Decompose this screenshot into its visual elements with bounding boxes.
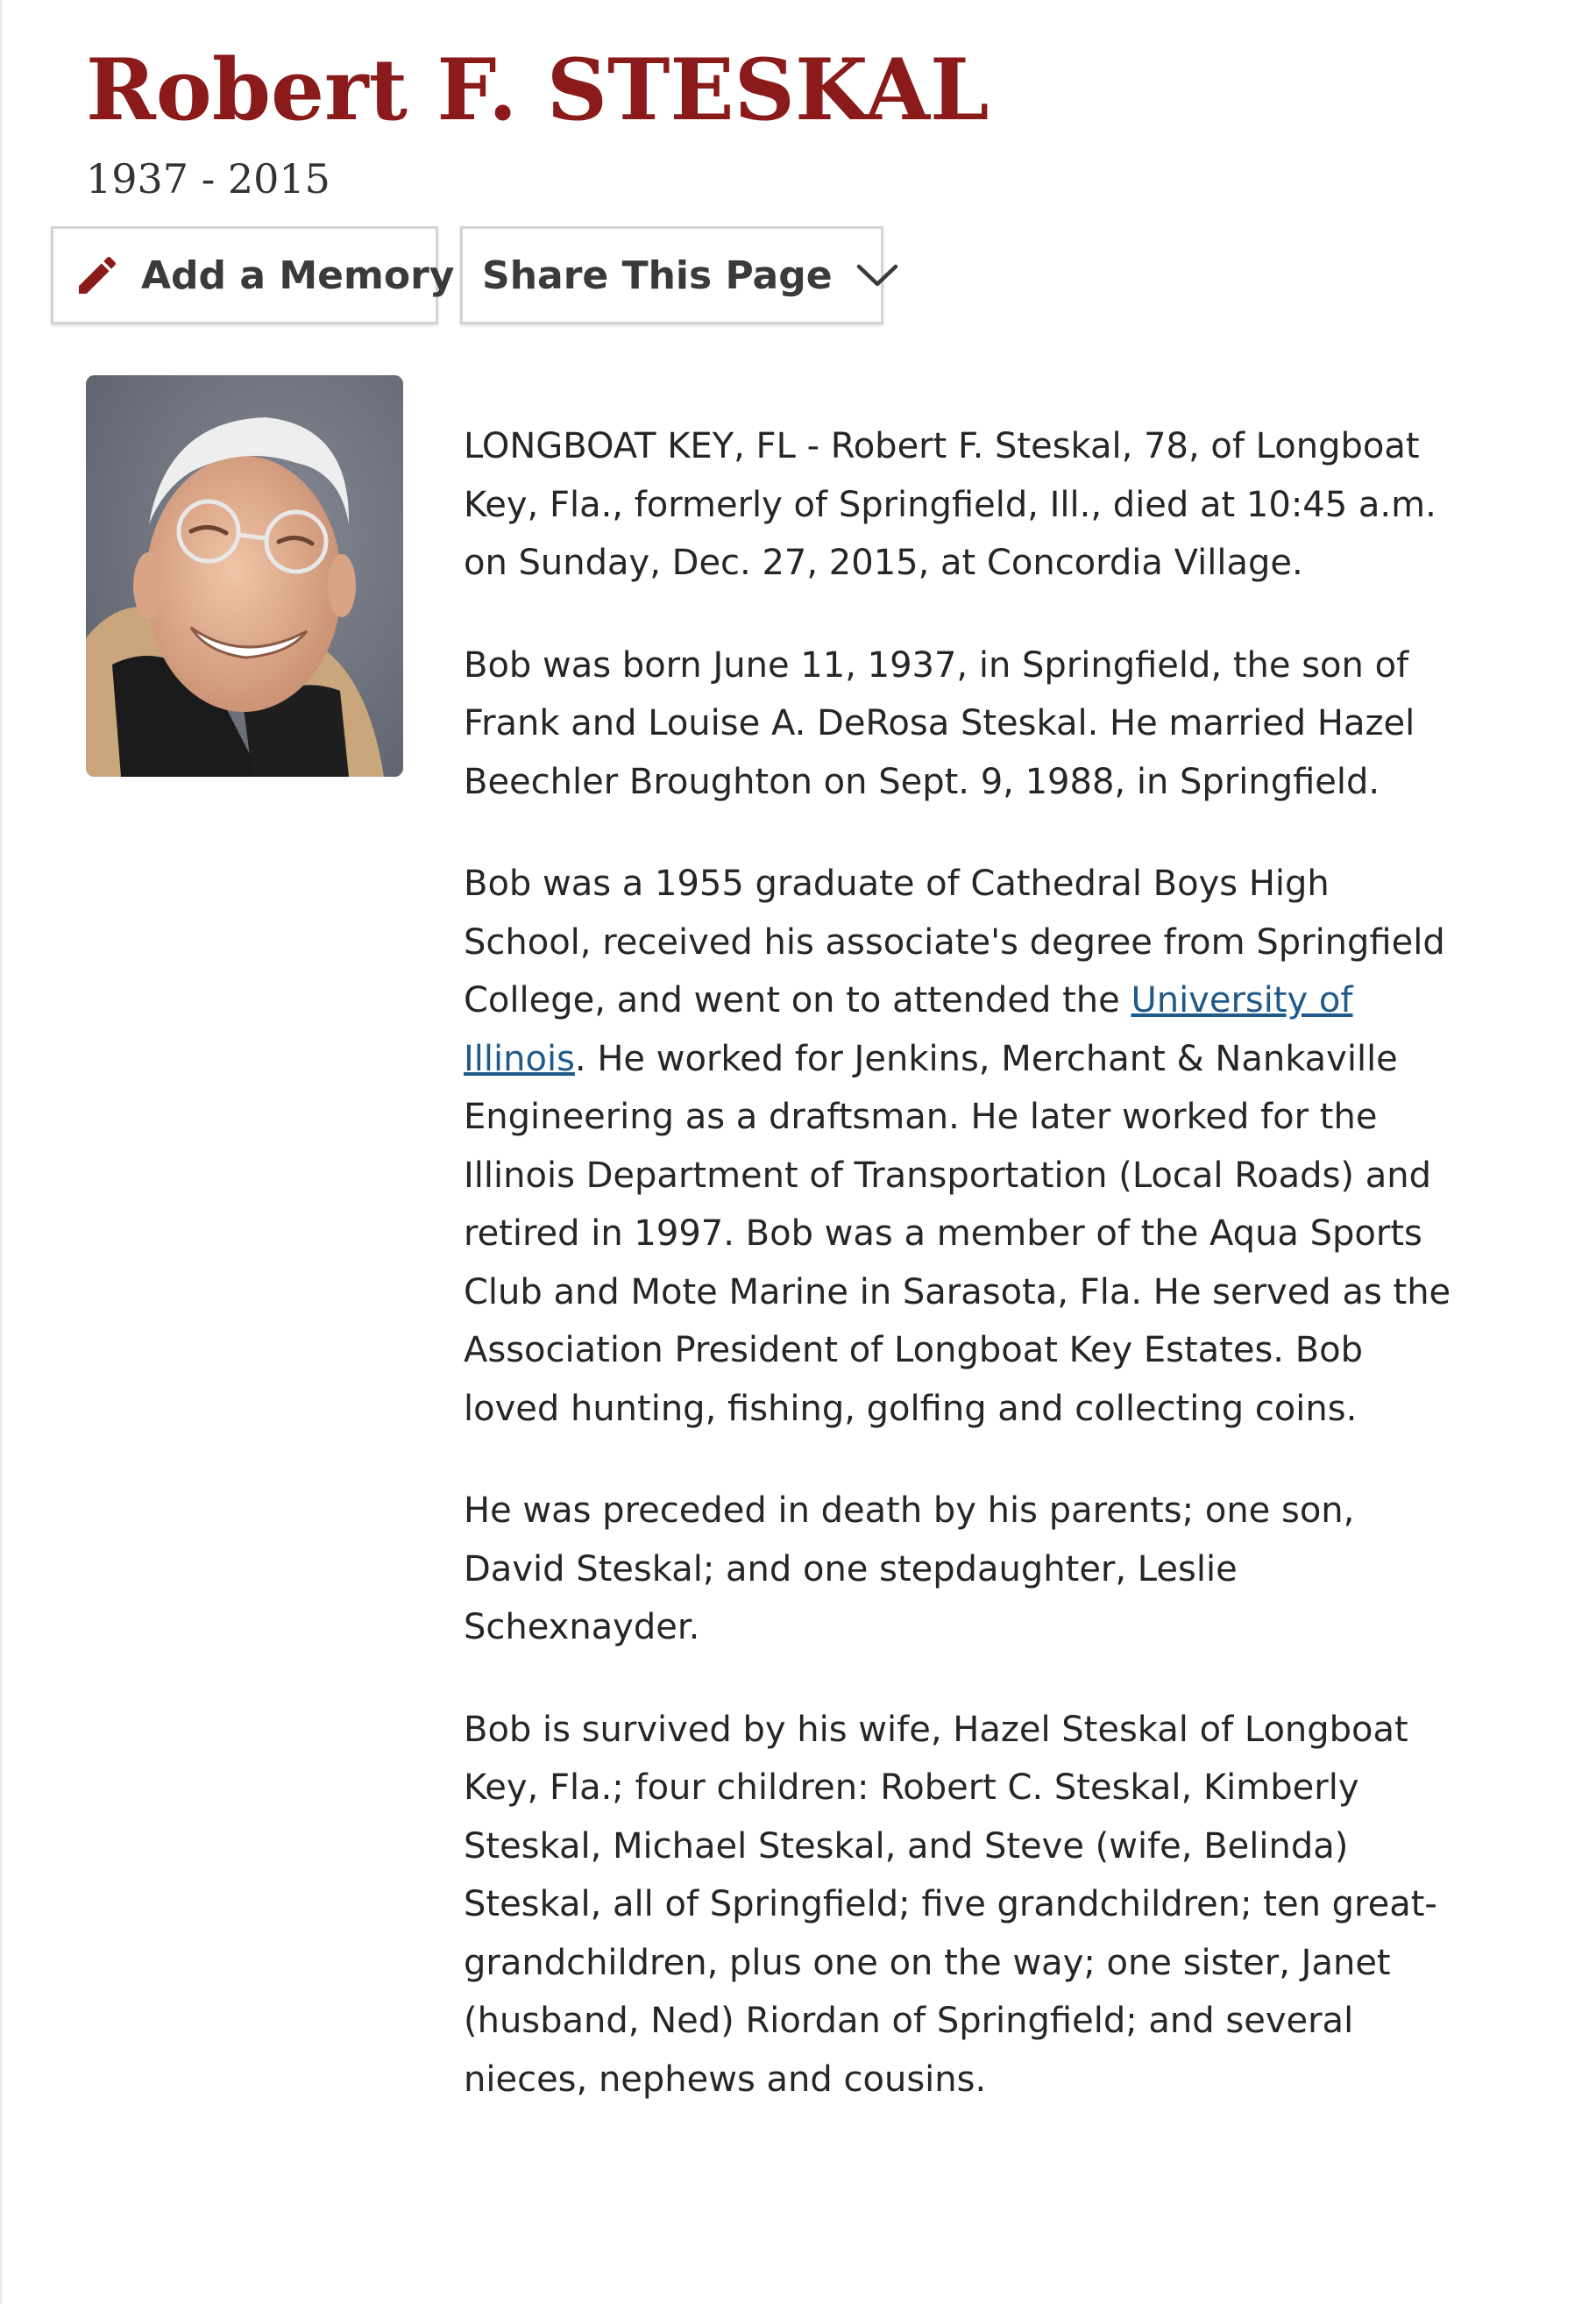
chevron-down-icon — [855, 262, 899, 288]
obituary-paragraph — [464, 855, 1454, 1438]
obituary-text-segment: Bob was a 1955 graduate of Cathedral Boys High School, received his associate's degree from Springfield College, and went on to attended the — [464, 864, 1445, 1020]
add-memory-button[interactable] — [51, 226, 455, 324]
obituary-paragraph: He was preceded in death by his parents; one son, David Steskal; and one stepdaughter, Leslie Schexnayder. — [464, 1490, 1355, 1647]
obituary-text — [464, 417, 1454, 2152]
portrait-photo — [86, 375, 403, 777]
add-memory-label: Add a Memory — [141, 252, 455, 298]
page-title: Robert F. STESKAL — [86, 40, 990, 139]
life-dates: 1937 - 2015 — [86, 155, 330, 203]
obituary-paragraph: Bob was born June 11, 1937, in Springfield, the son of Frank and Louise A. DeRosa Steskal. He married Hazel Beechler Broughton on Sept. 9, 1988, in Springfield. — [464, 644, 1415, 802]
university-of-illinois-link[interactable]: University of Illinois — [464, 980, 1353, 1079]
obituary-paragraph: LONGBOAT KEY, FL - Robert F. Steskal, 78, of Longboat Key, Fla., formerly of Springfield, Ill., died at 10:45 a.m. on Sunday, Dec. 27, 2015, at Concordia Village. — [464, 426, 1436, 583]
obituary-paragraph: Bob is survived by his wife, Hazel Steskal of Longboat Key, Fla.; four children: Robert C. Steskal, Kimberly Steskal, Michael Steskal, and Steve (wife, Belinda) Steskal, all of Springfield; five grandchildren; ten great-grandchildren, plus one on the way; one sister, Janet (husband, Ned) Riordan of Springfield; and several nieces, nephews and cousins. — [464, 1709, 1437, 2100]
obituary-text-segment: . He worked for Jenkins, Merchant & Nankaville Engineering as a draftsman. He later worked for the Illinois Department of Transportation (Local Roads) and retired in 1997. Bob was a member of the Aqua Sports Club and Mote Marine in Sarasota, Fla. He served as the Association President of Longboat Key Estates. Bob loved hunting, fishing, golfing and collecting coins. — [464, 1038, 1451, 1429]
left-border — [0, 0, 3, 2304]
pencil-icon — [73, 251, 122, 300]
share-page-button[interactable] — [460, 226, 883, 324]
share-page-label: Share This Page — [482, 252, 833, 298]
